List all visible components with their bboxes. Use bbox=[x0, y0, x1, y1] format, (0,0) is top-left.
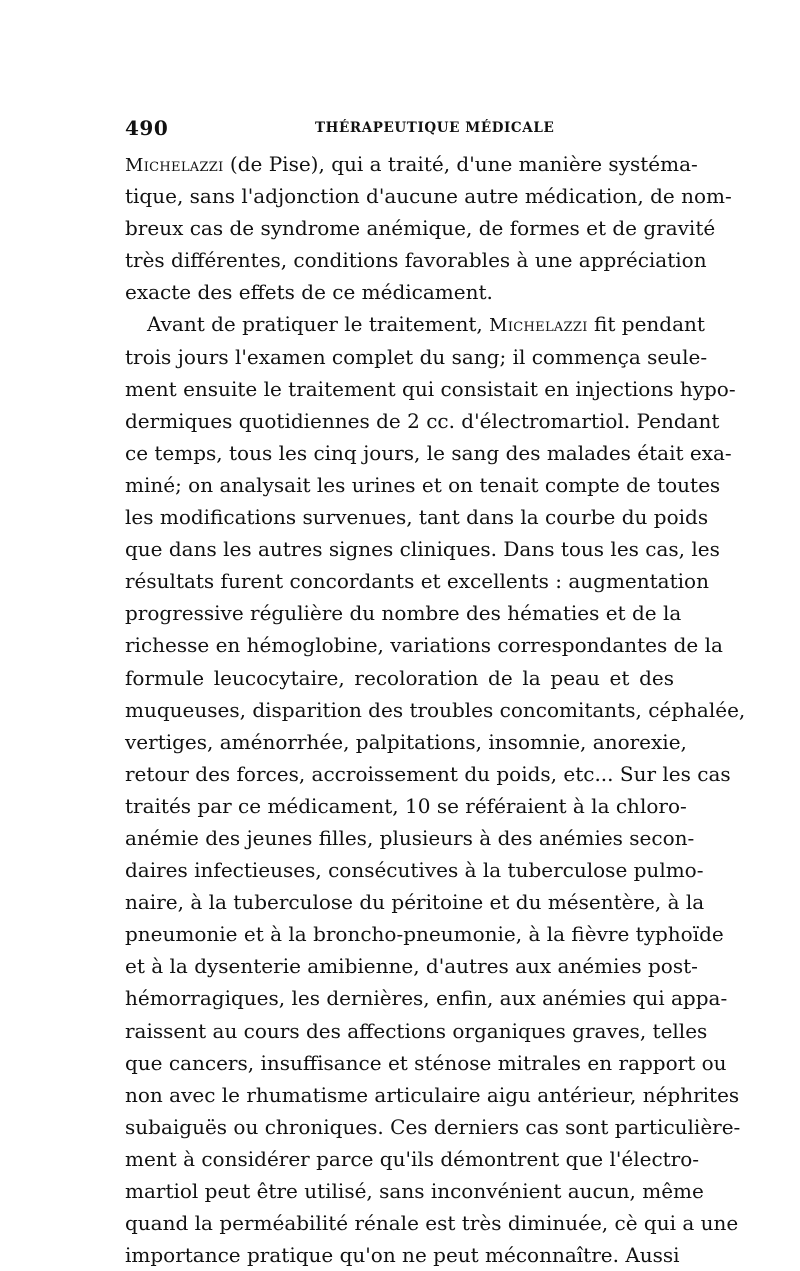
author-name: Michelazzi bbox=[125, 155, 224, 176]
text-line: richesse en hémoglobine, variations correspondantes de la bbox=[125, 633, 723, 658]
text-line: très différentes, conditions favorables à une appréciation bbox=[125, 248, 707, 273]
text-line: Michelazzi (de Pise), qui a traité, d'une manière systéma- bbox=[125, 152, 698, 176]
running-head: THÉRAPEUTIQUE MÉDICALE bbox=[315, 120, 555, 136]
text-line: muqueuses, disparition des troubles concomitants, céphalée, bbox=[125, 697, 746, 722]
page-number: 490 bbox=[125, 116, 169, 140]
text-line: retour des forces, accroissement du poids, etc... Sur les cas bbox=[125, 761, 731, 786]
text-line: les modifications survenues, tant dans la courbe du poids bbox=[125, 505, 709, 530]
text-line: quand la perméabilité rénale est très diminuée, cè qui a une bbox=[125, 1211, 739, 1236]
text-line: miné; on analysait les urines et on tenait compte de toutes bbox=[125, 472, 721, 497]
text-line: vertiges, aménorrhée, palpitations, insomnie, anorexie, bbox=[125, 729, 687, 754]
page-header bbox=[125, 116, 675, 142]
text-line: exacte des effets de ce médicament. bbox=[125, 280, 493, 305]
text-line: trois jours l'examen complet du sang; il commença seule- bbox=[125, 344, 708, 369]
text-line: anémie des jeunes filles, plusieurs à des anémies secon- bbox=[125, 825, 695, 850]
text-line: subaiguës ou chroniques. Ces derniers cas sont particulière- bbox=[125, 1114, 741, 1139]
text-line: ment ensuite le traitement qui consistait en injections hypo- bbox=[125, 376, 736, 401]
text-line: daires infectieuses, consécutives à la tuberculose pulmo- bbox=[125, 858, 704, 883]
text-line: progressive régulière du nombre des hématies et de la bbox=[125, 601, 682, 626]
text-line: dermiques quotidiennes de 2 cc. d'électromartiol. Pendant bbox=[125, 408, 720, 433]
text-line: breux cas de syndrome anémique, de formes et de gravité bbox=[125, 216, 716, 241]
text-line: Avant de pratiquer le traitement, Michelazzi fit pendant bbox=[147, 312, 705, 337]
text-line: que cancers, insuffisance et sténose mitrales en rapport ou bbox=[125, 1050, 727, 1075]
text-line: traités par ce médicament, 10 se référaient à la chloro- bbox=[125, 793, 687, 818]
body-text bbox=[125, 148, 746, 1271]
author-name: Michelazzi bbox=[489, 315, 588, 337]
text-line: importance pratique qu'on ne peut méconnaître. Aussi bbox=[125, 1243, 680, 1268]
text-line: résultats furent concordants et excellents : augmentation bbox=[125, 569, 709, 594]
text-line: naire, à la tuberculose du péritoine et du mésentère, à la bbox=[125, 890, 705, 915]
text-line: que dans les autres signes cliniques. Dans tous les cas, les bbox=[125, 537, 720, 562]
text-line: ment à considérer parce qu'ils démontrent que l'électro- bbox=[125, 1146, 700, 1171]
text-line: tique, sans l'adjonction d'aucune autre médication, de nom- bbox=[125, 184, 732, 209]
text-line: et à la dysenterie amibienne, d'autres aux anémies post- bbox=[125, 954, 698, 979]
text-line: non avec le rhumatisme articulaire aigu antérieur, néphrites bbox=[125, 1082, 740, 1107]
text-line: martiol peut être utilisé, sans inconvénient aucun, même bbox=[125, 1179, 704, 1203]
text-line: raissent au cours des affections organiques graves, telles bbox=[125, 1018, 708, 1043]
text-line: hémorragiques, les dernières, enfin, aux anémies qui appa- bbox=[125, 986, 728, 1011]
text-line: formule leucocytaire, recoloration de la peau et des bbox=[125, 665, 674, 690]
text-line: ce temps, tous les cinq jours, le sang des malades était exa- bbox=[125, 440, 732, 465]
text-line: pneumonie et à la broncho-pneumonie, à la fièvre typhoïde bbox=[125, 922, 724, 947]
